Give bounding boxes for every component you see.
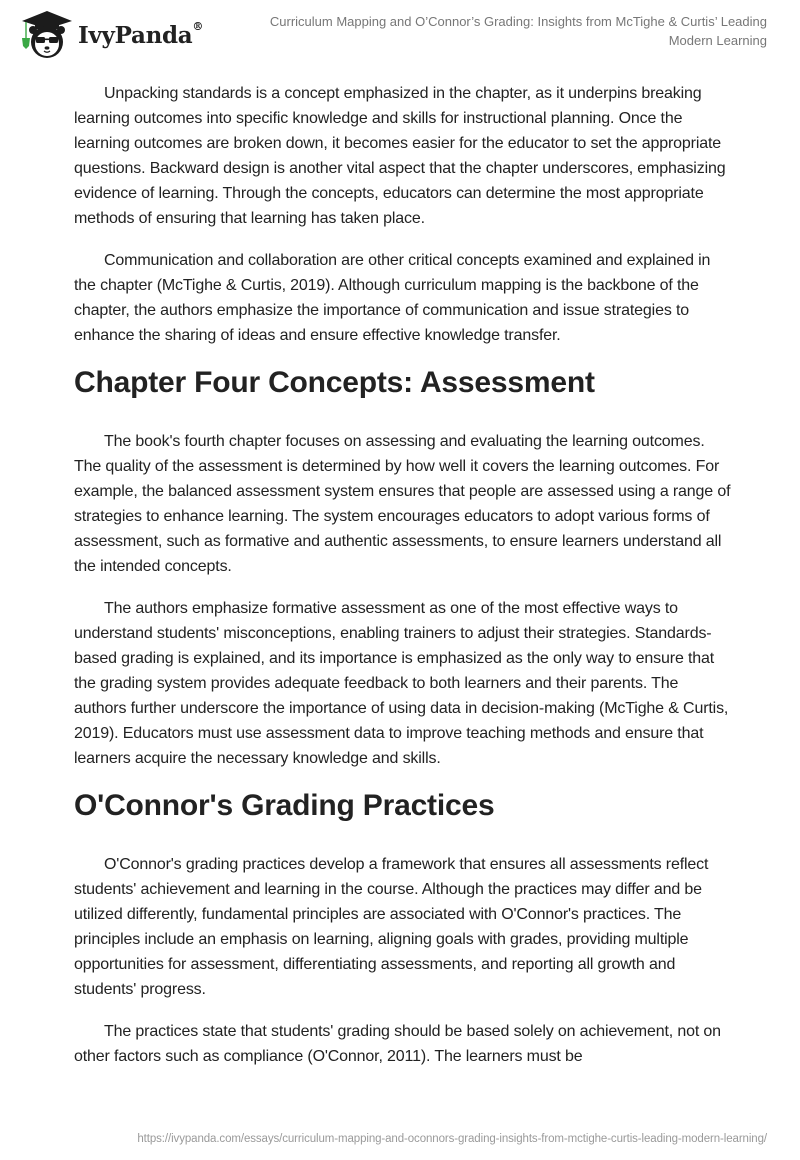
registered-mark: ® [192,19,204,33]
page-header [0,0,800,70]
brand-name: IvyPanda® [78,19,204,49]
section-heading: O'Connor's Grading Practices [74,789,495,822]
section-heading: Chapter Four Concepts: Assessment [74,366,595,399]
ivypanda-logo[interactable] [16,8,203,60]
paragraph: The book's fourth chapter focuses on assessing and evaluating the learning outcomes. The quality of the assessment is determined by how well it covers the learning outcomes. For example, the balanced assessment system ensures that people are assessed using a range of strategies to enhance learning. The system encourages educators to adopt various forms of assessment, such as formative and authentic assessments, to ensure learners understand all the intended concepts. [74,433,731,575]
source-url-link[interactable]: https://ivypanda.com/essays/curriculum-mapping-and-oconnors-grading-insights-from-mctighe-curtis-leading-modern-learning/ [137,1133,767,1145]
paragraph: Unpacking standards is a concept emphasized in the chapter, as it underpins breaking learning outcomes into specific knowledge and skills for instructional planning. Once the learning outcomes are broken down, it becomes easier for the educator to set the appropriate questions. Backward design is another vital aspect that the chapter underscores, emphasizing evidence of learning. Through the concepts, educators can determine the most appropriate methods of ensuring that learning has taken place. [74,85,726,227]
paragraph: The practices state that students' grading should be based solely on achievement, not on other factors such as compliance (O'Connor, 2011). The learners must be [74,1023,721,1065]
panda-graduate-icon [16,8,74,60]
paragraph: Communication and collaboration are other critical concepts examined and explained in the chapter (McTighe & Curtis, 2019). Although curriculum mapping is the backbone of the chapter, the authors emphasize the importance of communication and issue strategies to enhance the sharing of ideas and ensure effective knowledge transfer. [74,252,711,344]
document-title: Curriculum Mapping and O’Connor’s Grading: Insights from McTighe & Curtis’ Leading Modern Learning [269,14,767,48]
paragraph: The authors emphasize formative assessment as one of the most effective ways to understand students' misconceptions, enabling trainers to adjust their strategies. Standards-based grading is explained, and its importance is emphasized as the only way to ensure that the grading system provides adequate feedback to both learners and their parents. The authors further underscore the importance of using data in decision-making (McTighe & Curtis, 2019). Educators must use assessment data to improve teaching methods and ensure that learners acquire the necessary knowledge and skills. [74,600,729,767]
essay-content [74,81,734,1086]
paragraph: O'Connor's grading practices develop a framework that ensures all assessments reflect students' achievement and learning in the course. Although the practices may differ and be utilized differently, fundamental principles are associated with O'Connor's practices. The principles include an emphasis on learning, aligning goals with grades, providing multiple opportunities for assessment, differentiating assessments, and reporting all growth and students' progress. [74,856,709,998]
